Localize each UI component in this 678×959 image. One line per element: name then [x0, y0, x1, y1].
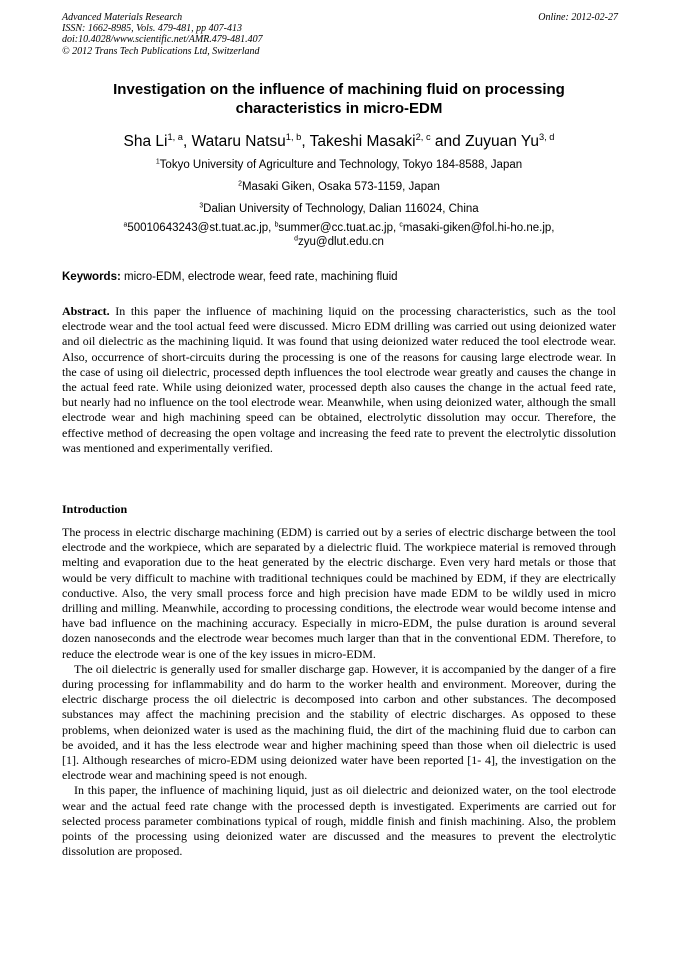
intro-paragraph-2: The oil dielectric is generally used for smaller discharge gap. However, it is accompanied by the danger of a fire during processing for inflammability and do harm to the worker health and environment. Moreover, during the electric discharge process the oil dielectric is decomposed into carbon and other substances. The decomposed substances may affect the machining precision and the stability of electric discharges. As opposed to these problems, when deionized water is used as the machining fluid, the dirt of the machining fluid due to carbon can be avoided, and it has the less electrode wear and higher machining speed than those when oil dielectric is used [1]. Although researches of micro-EDM using deionized water have been reported [1- 4], the investigation on the electrode wear and machining speed is not enough.	[62, 661, 616, 783]
affiliation-sup: 3	[199, 202, 204, 210]
email-sup: d	[294, 235, 298, 243]
email-line-1	[62, 221, 616, 235]
email-address[interactable]: zyu@dlut.edu.cn	[298, 236, 384, 248]
email-address[interactable]: masaki-giken@fol.hi-ho.ne.jp,	[402, 222, 555, 234]
introduction-heading: Introduction	[62, 502, 128, 516]
title-line-1: Investigation on the influence of machining fluid on processing	[113, 81, 565, 98]
intro-paragraph-3: In this paper, the influence of machining liquid, just as oil dielectric and deionized water, on the tool electrode wear and the actual feed rate change with the processed depth is investigated. Experiments are carried out for selected process parameter combinations typical of rough, middle finish and finish machining. Also, the problem points of the processing using deionized water are discussed and the measures to prevent the electrolytic dissolution are proposed.	[62, 783, 616, 859]
author-sep: ,	[182, 133, 192, 150]
affiliation-2	[62, 180, 616, 194]
introduction-body	[62, 525, 616, 859]
keywords-label: Keywords:	[62, 271, 121, 283]
affiliation-text: Tokyo University of Agriculture and Technology, Tokyo 184-8588, Japan	[159, 159, 523, 171]
author-name: Wataru Natsu	[191, 133, 286, 150]
copyright-line: © 2012 Trans Tech Publications Ltd, Switzerland	[62, 45, 260, 57]
abstract-section	[62, 304, 616, 456]
affiliation-sup: 1	[155, 158, 160, 166]
author-sup: 2, c	[415, 131, 431, 142]
affiliation-text: Masaki Giken, Osaka 573-1159, Japan	[241, 181, 440, 193]
affiliation-sup: 2	[238, 180, 242, 188]
author-sup: 3, d	[538, 131, 555, 142]
doi-line: doi:10.4028/www.scientific.net/AMR.479-481.407	[62, 34, 263, 46]
journal-name: Advanced Materials Research	[62, 12, 183, 23]
author-list	[62, 132, 616, 151]
email-address[interactable]: summer@cc.tuat.ac.jp,	[278, 222, 400, 234]
affiliation-3	[62, 202, 616, 216]
abstract-label: Abstract.	[62, 304, 110, 318]
author-sep: ,	[301, 133, 310, 150]
affiliation-text: Dalian University of Technology, Dalian 116024, China	[203, 203, 479, 215]
title-line-2: characteristics in micro-EDM	[235, 100, 443, 117]
abstract-text: In this paper the influence of machining liquid on the processing characteristics, such as the tool electrode wear and the tool actual feed were discussed. Micro EDM drilling was carried out using deionized water and oil dielectric as the machining liquid. It was found that using deionized water reduced the tool electrode wear. Also, occurrence of short-circuits during the processing is one of the reasons for causing large electrode wear. In the case of using oil dielectric, processed depth influences the tool electrode wear greatly and causes the change in the actual feed rate. While using deionized water, processed depth also causes the change in the actual feed rate, but nearly had no influence on the tool electrode wear. Meanwhile, when using deionized water, although the small electrode wear and high machining speed can be obtained, electrolytic dissolution may occur. Therefore, the effective method of decreasing the open voltage and increasing the feed rate to prevent the electrolytic dissolution was mentioned and experimentally verified.	[62, 304, 616, 455]
author-name: Takeshi Masaki	[309, 133, 416, 150]
online-date: Online: 2012-02-27	[538, 12, 618, 23]
author-name: Zuyuan Yu	[465, 133, 539, 150]
journal-header	[62, 12, 618, 57]
author-sup: 1, a	[167, 131, 183, 142]
keywords-text: micro-EDM, electrode wear, feed rate, machining fluid	[124, 271, 398, 283]
email-sup: b	[274, 221, 279, 229]
author-emails	[62, 221, 616, 249]
keywords-line	[62, 270, 616, 284]
intro-paragraph-1: The process in electric discharge machining (EDM) is carried out by a series of electric discharge between the tool electrode and the workpiece, which are separated by a dielectric fluid. The workpiece material is removed through melting and evaporation due to the heat generated by the electric discharge. Even very hard metals or those that would be very difficult to machine with traditional techniques could be machined by EDM, if they are electrically conductive. Also, the very small process force and high precision have made EDM to be wildly used in micro drilling and milling. Meanwhile, according to processing conditions, the electrode wear would become intense and have bad influence on the machining accuracy. Especially in micro-EDM, the pulse duration is around several dozen nanoseconds and the electrode wear becomes much larger than that in the conventional EDM. Therefore, to reduce the electrode wear is one of the key issues in micro-EDM.	[62, 525, 616, 661]
email-sup: c	[399, 221, 403, 229]
email-address[interactable]: 50010643243@st.tuat.ac.jp,	[127, 222, 275, 234]
abstract-paragraph	[62, 304, 616, 456]
author-sup: 1, b	[285, 131, 302, 142]
email-line-2	[62, 235, 616, 249]
author-sep: and	[430, 133, 466, 150]
paper-title	[62, 80, 616, 118]
issn-line: ISSN: 1662-8985, Vols. 479-481, pp 407-413	[62, 23, 242, 35]
author-name: Sha Li	[123, 133, 168, 150]
affiliation-1	[62, 158, 616, 172]
email-sup: a	[123, 221, 128, 229]
